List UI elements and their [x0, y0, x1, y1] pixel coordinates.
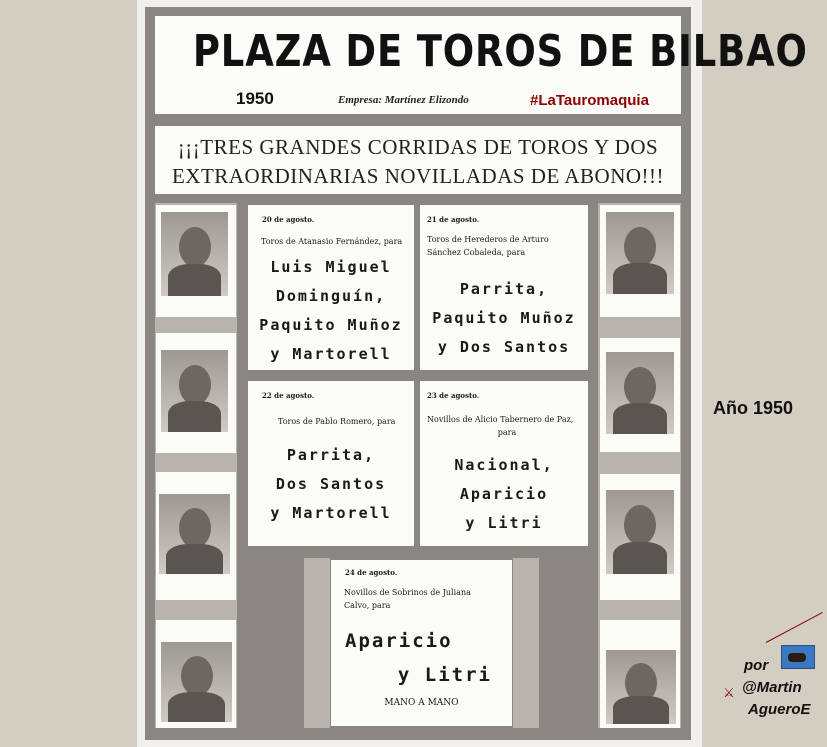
poster-title: PLAZA DE TOROS DE BILBAO: [192, 26, 808, 77]
portrait-photo: [161, 350, 228, 432]
subtitle-line-1: ¡¡¡TRES GRANDES CORRIDAS DE TOROS Y DOS: [177, 135, 659, 159]
bottom-band-right: [513, 558, 539, 728]
event-date: 24 de agosto.: [345, 568, 398, 577]
poster-year: 1950: [236, 89, 274, 108]
torero-name: Luis Miguel: [270, 258, 392, 276]
event-card-5: [331, 560, 512, 726]
portrait-photo: [606, 490, 674, 574]
torero-name: y Martorell: [270, 504, 392, 522]
torero-name: y Litri: [465, 514, 543, 532]
event-intro-line: Novillos de Sobrinos de Juliana: [344, 588, 471, 597]
event-names: [248, 441, 414, 528]
event-intro-line: Sánchez Cobaleda, para: [427, 248, 526, 257]
portrait-photo: [606, 212, 674, 294]
side-caption: Año 1950: [713, 398, 794, 418]
torero-name: Parrita,: [459, 280, 549, 298]
event-intro: [344, 586, 471, 612]
poster-empresa: Empresa: Martínez Elizondo: [338, 94, 469, 106]
portrait-photo: [606, 650, 676, 724]
bottom-band-left: [304, 558, 330, 728]
event-names: [248, 253, 414, 369]
event-card-1: [248, 205, 414, 370]
portrait-photo: [161, 642, 232, 722]
subtitle-line-2: EXTRAORDINARIAS NOVILLADAS DE ABONO!!!: [171, 164, 665, 188]
event-date: 23 de agosto.: [427, 391, 480, 400]
event-names: [331, 624, 512, 692]
event-intro: Toros de Pablo Romero, para: [278, 417, 396, 426]
torero-name: Parrita,: [286, 446, 376, 464]
mano-a-mano-label: MANO A MANO: [384, 698, 459, 708]
torero-name: Dominguín,: [275, 287, 387, 305]
torero-name: Dos Santos: [275, 475, 387, 493]
torero-name: Paquito Muñoz: [259, 316, 403, 334]
hashtag-label: #LaTauromaquia: [530, 92, 649, 109]
event-intro-line: para: [497, 428, 517, 437]
poster-subtitle: [160, 133, 676, 191]
torero-name: y Dos Santos: [437, 338, 571, 356]
portrait-photo: [606, 352, 674, 434]
torero-name: Aparicio: [459, 485, 549, 503]
torero-name: Paquito Muñoz: [432, 309, 576, 327]
event-intro: [427, 233, 549, 259]
credit-por: por: [744, 657, 769, 674]
event-intro: [427, 413, 587, 439]
sword-icon: ⚔: [723, 686, 735, 701]
event-card-2: [420, 205, 588, 370]
credit-handle-line2: AgueroE: [748, 701, 811, 718]
divider-line: [766, 612, 823, 643]
event-intro-line: Toros de Herederos de Arturo: [427, 235, 549, 244]
event-names: [420, 451, 588, 538]
portrait-photo: [159, 494, 230, 574]
event-names: [420, 275, 588, 362]
event-intro-line: Calvo, para: [344, 601, 391, 610]
event-card-3: [248, 381, 414, 546]
torero-name: y Martorell: [270, 345, 392, 363]
event-date: 21 de agosto.: [427, 215, 480, 224]
event-date: 20 de agosto.: [262, 215, 315, 224]
author-credit: [742, 655, 811, 721]
torero-name: Nacional,: [454, 456, 554, 474]
portrait-photo: [161, 212, 228, 296]
torero-name: y Litri: [397, 664, 492, 686]
event-date: 22 de agosto.: [262, 391, 315, 400]
torero-name: Aparicio: [345, 630, 453, 652]
event-card-4: [420, 381, 588, 546]
event-intro-line: Novillos de Alicio Tabernero de Paz,: [427, 415, 574, 424]
credit-handle-line1: @Martin: [742, 679, 802, 696]
event-intro: Toros de Atanasio Fernández, para: [261, 237, 403, 246]
